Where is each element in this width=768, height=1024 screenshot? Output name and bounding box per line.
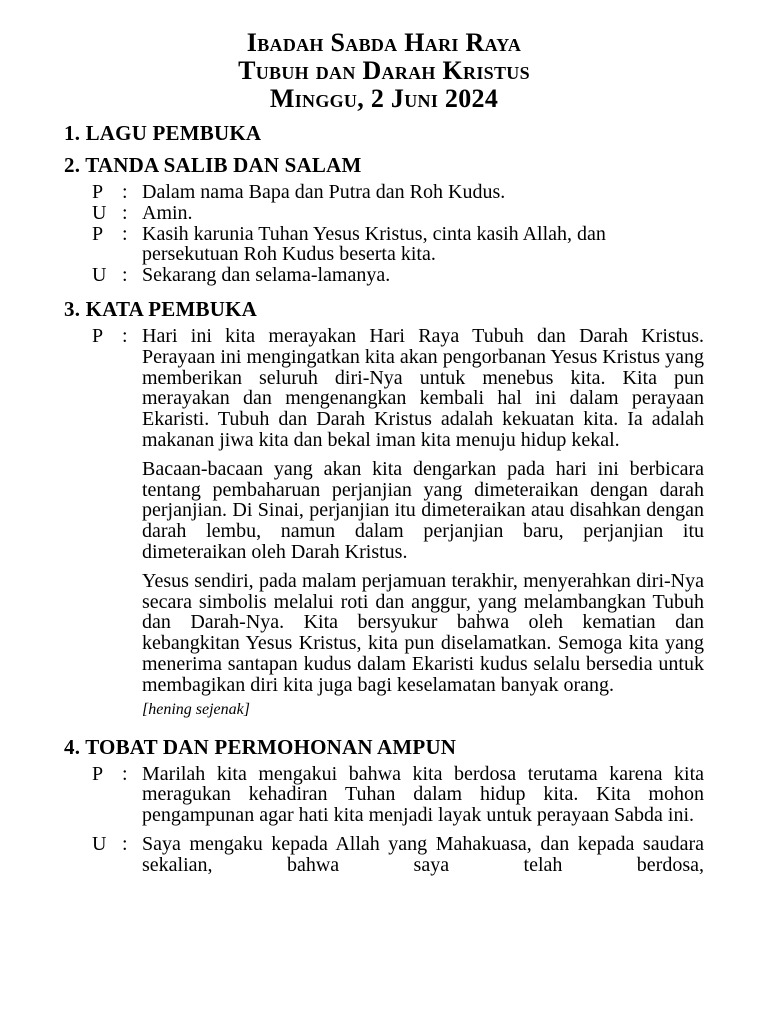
section-lagu-pembuka — [64, 120, 704, 146]
section-tanda-salib — [64, 152, 704, 286]
section-heading: 3. KATA PEMBUKA — [64, 296, 257, 321]
dialog-line: P : Kasih karunia Tuhan Yesus Kristus, cinta kasih Allah, dan persekutuan Roh Kudus beserta kita. — [64, 224, 704, 266]
document-content — [64, 120, 704, 882]
dialog-line: P : Dalam nama Bapa dan Putra dan Roh Kudus. — [64, 182, 704, 203]
dialog-text: Saya mengaku kepada Allah yang Mahakuasa, dan kepada saudara sekalian, bahwa saya telah berdosa, — [142, 832, 704, 876]
dialog-line: U : Saya mengaku kepada Allah yang Mahakuasa, dan kepada saudara sekalian, bahwa saya telah berdosa, — [64, 834, 704, 876]
dialog-text: Amin. — [142, 201, 193, 224]
paragraph: Hari ini kita merayakan Hari Raya Tubuh dan Darah Kristus. Perayaan ini mengingatkan kita akan pengorbanan Yesus Kristus yang memberikan seluruh diri-Nya untuk menebus kita. Kita pun merayakan dan mengenangkan kembali hal ini dalam perayaan Ekaristi. Tubuh dan Darah Kristus adalah kekuatan kita. Ia adalah makanan jiwa kita dan bekal iman kita menuju hidup kekal. — [142, 324, 704, 451]
title-line-1: Ibadah Sabda Hari Raya — [246, 28, 522, 57]
section-heading: 2. TANDA SALIB DAN SALAM — [64, 153, 362, 177]
dialog-text: Sekarang dan selama-lamanya. — [142, 264, 391, 287]
speaker-label: P — [92, 324, 104, 347]
speaker-label: U — [92, 832, 107, 855]
speaker-label: U — [92, 201, 107, 224]
dialog-text: Dalam nama Bapa dan Putra dan Roh Kudus. — [142, 181, 506, 203]
speaker-label: P — [92, 762, 104, 785]
dialog-line: P : Marilah kita mengakui bahwa kita berdosa terutama karena kita meragukan kehadiran Tuhan dalam hidup kita. Kita mohon pengampunan agar hati kita menjadi layak untuk perayaan Sabda ini. — [64, 764, 704, 826]
dialog-line: P : Hari ini kita merayakan Hari Raya Tubuh dan Darah Kristus. Perayaan ini mengingatkan kita akan pengorbanan Yesus Kristus yang memberikan seluruh diri-Nya untuk menebus kita. Kita pun merayakan dan mengenangkan kembali hal ini dalam perayaan Ekaristi. Tubuh dan Darah Kristus adalah kekuatan kita. Ia adalah makanan jiwa kita dan bekal iman kita menuju hidup kekal. — [64, 326, 704, 451]
dialog-text: Kasih karunia Tuhan Yesus Kristus, cinta kasih Allah, dan persekutuan Roh Kudus beserta kita. — [142, 222, 606, 266]
title-line-2: Tubuh dan Darah Kristus — [238, 56, 530, 85]
dialog-text: Marilah kita mengakui bahwa kita berdosa terutama karena kita meragukan kehadiran Tuhan dalam hidup kita. Kita mohon pengampunan agar hati kita menjadi layak untuk perayaan Sabda ini. — [142, 762, 704, 827]
speaker-label: P — [92, 222, 104, 245]
section-heading: 4. TOBAT DAN PERMOHONAN AMPUN — [64, 734, 457, 759]
title-line-3: Minggu, 2 Juni 2024 — [269, 84, 499, 113]
rubric-note: [hening sejenak] — [142, 700, 250, 718]
speaker-label: U — [92, 264, 107, 287]
dialog-line: U : Amin. — [64, 203, 704, 224]
section-tobat — [64, 734, 704, 876]
section-kata-pembuka — [64, 296, 704, 720]
paragraph: Yesus sendiri, pada malam perjamuan terakhir, menyerahkan diri-Nya secara simbolis melalui roti dan anggur, yang melambangkan Tubuh dan Darah-Nya. Kita bersyukur bahwa oleh kematian dan kebangkitan Yesus Kristus, kita pun diselamatkan. Semoga kita yang menerima santapan kudus dalam Ekaristi kudus selalu bersedia untuk membagikan diri kita juga bagi keselamatan banyak orang. — [142, 569, 704, 696]
section-heading: 1. LAGU PEMBUKA — [64, 121, 262, 145]
paragraph: Bacaan-bacaan yang akan kita dengarkan pada hari ini berbicara tentang pembaharuan perjanjian yang dimeteraikan dengan darah perjanjian. Di Sinai, perjanjian itu dimeteraikan atau disahkan dengan darah lembu, namun dalam perjanjian baru, perjanjian itu dimeteraikan oleh Darah Kristus. — [142, 457, 704, 563]
speaker-label: P — [92, 181, 104, 203]
document-title — [0, 0, 768, 113]
dialog-line: U : Sekarang dan selama-lamanya. — [64, 265, 704, 286]
